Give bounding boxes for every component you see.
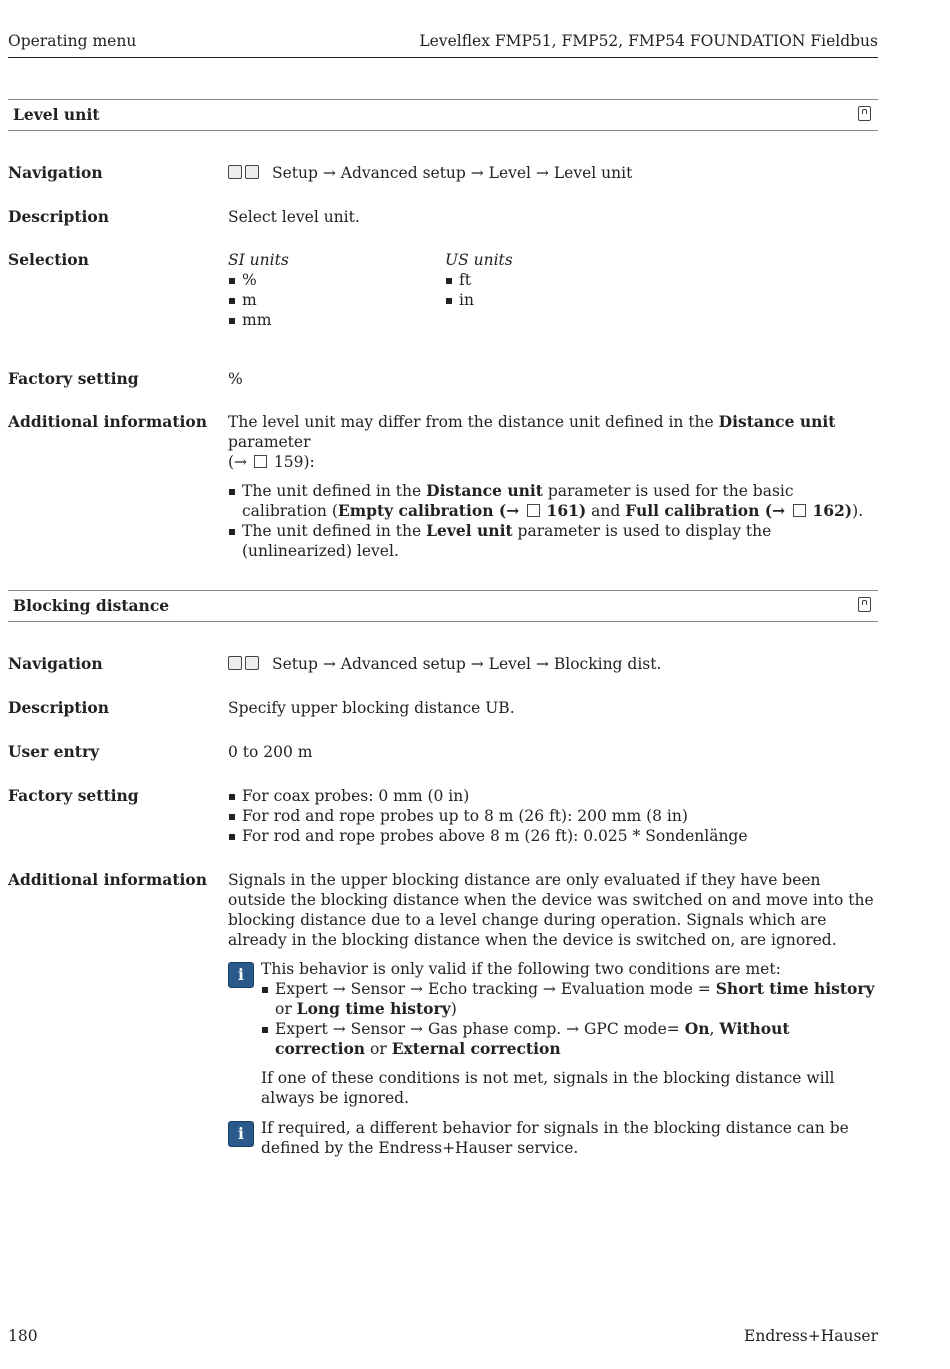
info-icon: i [228,1121,254,1147]
header-left: Operating menu [8,32,137,50]
additional-info-label: Additional information [8,412,208,431]
navigation-label: Navigation [8,654,103,673]
list-item: For coax probes: 0 mm (0 in) [228,786,878,806]
list-item: Expert → Sensor → Echo tracking → Evaluation mode = Short time history or Long time history) [261,979,878,1019]
list-item: For rod and rope probes up to 8 m (26 ft): 200 mm (8 in) [228,806,878,826]
display-icon [245,165,259,179]
footer-brand: Endress+Hauser [744,1327,878,1345]
navigation-path: Setup → Advanced setup → Level → Level unit [228,163,878,183]
us-units-column [445,250,513,310]
display-icon [245,656,259,670]
user-entry-label: User entry [8,742,100,761]
list-item: For rod and rope probes above 8 m (26 ft): 0.025 * Sondenlänge [228,826,878,846]
navigation-label: Navigation [8,163,103,182]
page-link[interactable]: 159 [273,453,304,471]
additional-info-paragraph: Signals in the upper blocking distance are only evaluated if they have been outside the blocking distance when the device was switched on and move into the blocking distance due to a level change during operation. Signals which are already in the blocking distance when the device is switched on, are ignored. [228,871,874,949]
factory-setting-label: Factory setting [8,786,139,805]
description-label: Description [8,698,110,717]
selection-options [228,250,878,330]
description-text: Specify upper blocking distance UB. [228,699,515,717]
display-operation-icon [228,165,242,179]
page-reference-icon [254,455,267,468]
additional-info-text [228,412,878,561]
list-item: % [228,270,289,290]
list-item: m [228,290,289,310]
factory-setting-list [228,786,878,846]
page-number: 180 [8,1327,38,1345]
additional-info-label: Additional information [8,870,208,889]
info-icon: i [228,962,254,988]
section-blocking-distance-header [8,590,878,622]
display-operation-icon [228,656,242,670]
si-units-heading: SI units [228,251,289,269]
list-item: ft [445,270,513,290]
section-title: Level unit [13,105,100,124]
selection-label: Selection [8,250,89,269]
header-right: Levelflex FMP51, FMP52, FMP54 FOUNDATION Fieldbus [419,32,878,50]
list-item: The unit defined in the Level unit parameter is used to display the (unlinearized) level. [228,521,878,561]
factory-setting-value: % [228,370,243,388]
list-item: Expert → Sensor → Gas phase comp. → GPC mode= On, Without correction or External correction [261,1019,878,1059]
page-link[interactable]: 162) [812,501,853,520]
info-note-service: If required, a different behavior for signals in the blocking distance can be defined by the Endress+Hauser service. [261,1119,849,1157]
description-text: Select level unit. [228,208,360,226]
note-outro: If one of these conditions is not met, signals in the blocking distance will always be ignored. [261,1069,835,1107]
page-link[interactable]: 161) [546,501,587,520]
si-units-column [228,250,289,330]
list-item: in [445,290,513,310]
list-item: The unit defined in the Distance unit parameter is used for the basic calibration (Empty calibration (→ 161) and Full calibration (→ 162)). [228,481,878,521]
lock-icon [858,106,871,121]
info-note-conditions [261,959,878,1108]
page-reference-icon [527,504,540,517]
section-level-unit-header [8,99,878,131]
section-title: Blocking distance [13,596,170,615]
list-item: mm [228,310,289,330]
navigation-path: Setup → Advanced setup → Level → Blocking dist. [228,654,878,674]
lock-icon [858,597,871,612]
additional-info-paragraph: The level unit may differ from the distance unit defined in the Distance unit parameter (→ 159): [228,412,836,471]
factory-setting-label: Factory setting [8,369,139,388]
page-reference-icon [793,504,806,517]
note-intro: This behavior is only valid if the following two conditions are met: [261,960,781,978]
user-entry-value: 0 to 200 m [228,743,313,761]
description-label: Description [8,207,110,226]
header-divider [8,57,878,58]
us-units-heading: US units [445,251,513,269]
